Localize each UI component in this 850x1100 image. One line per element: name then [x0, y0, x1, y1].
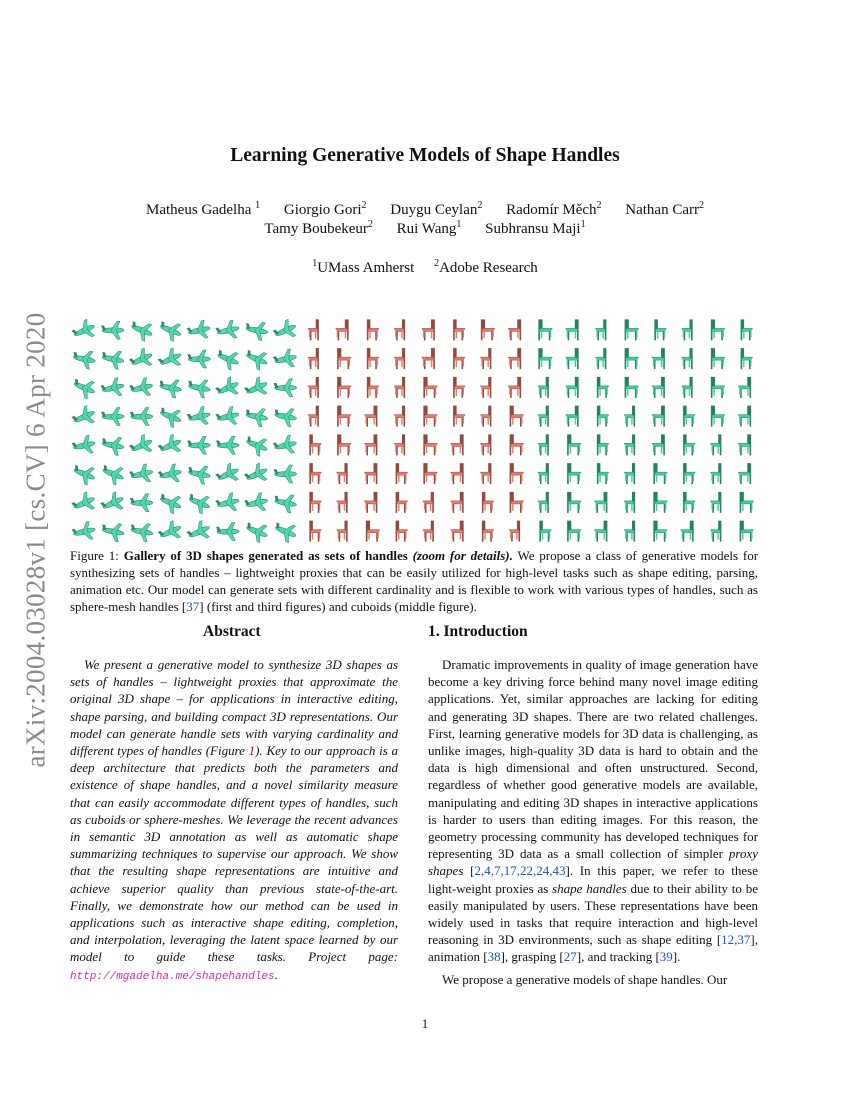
chair-thumbnail	[567, 434, 581, 455]
chair-thumbnail	[595, 319, 606, 340]
chair-thumbnail	[653, 521, 667, 542]
airplane-thumbnail	[186, 377, 212, 399]
chair-thumbnail	[423, 492, 434, 513]
author: Rui Wang$^1$	[396, 219, 462, 237]
airplane-thumbnail	[186, 319, 212, 342]
chair-thumbnail	[597, 434, 609, 455]
chair-thumbnail	[364, 463, 377, 484]
chair-thumbnail	[595, 348, 606, 369]
chair-thumbnail	[394, 348, 405, 369]
airplane-thumbnail	[156, 433, 184, 459]
author: Giorgio Gori$^2$	[283, 200, 367, 218]
chair-thumbnail	[510, 492, 524, 513]
airplane-thumbnail	[242, 461, 270, 487]
airplane-thumbnail	[100, 348, 126, 370]
chair-thumbnail	[625, 377, 639, 398]
airplane-thumbnail	[213, 375, 241, 401]
chair-thumbnail	[394, 406, 405, 427]
chair-thumbnail	[652, 406, 665, 427]
airplane-thumbnail	[272, 406, 298, 428]
chair-thumbnail	[683, 434, 695, 455]
chair-thumbnail	[509, 521, 520, 542]
chair-thumbnail	[538, 492, 549, 513]
chair-thumbnail	[538, 434, 549, 455]
chair-thumbnail	[394, 377, 405, 398]
airplane-thumbnail	[156, 346, 184, 372]
chair-thumbnail	[738, 377, 751, 398]
chair-thumbnail	[710, 521, 721, 542]
chair-thumbnail	[538, 377, 549, 398]
chair-thumbnail	[711, 319, 725, 340]
airplane-thumbnail	[272, 348, 298, 371]
chair-thumbnail	[480, 406, 491, 427]
airplane-thumbnail	[157, 463, 183, 486]
airplane-thumbnail	[156, 317, 184, 343]
chair-thumbnail	[510, 434, 524, 455]
airplane-thumbnail	[185, 490, 213, 516]
chair-thumbnail	[594, 521, 607, 542]
authors-line-1	[0, 200, 850, 219]
airplane-thumbnail	[128, 521, 154, 543]
airplane-thumbnail	[130, 407, 153, 425]
chair-thumbnail	[308, 319, 319, 340]
airplane-thumbnail	[213, 461, 241, 487]
airplane-thumbnail	[242, 346, 270, 372]
caption-bold: Gallery of 3D shapes generated as sets of handles	[123, 548, 408, 563]
chair-thumbnail	[396, 492, 408, 513]
chair-thumbnail	[508, 319, 521, 340]
airplane-thumbnail	[242, 375, 270, 401]
citation-link[interactable]: 37	[186, 599, 200, 614]
airplane-thumbnail	[130, 494, 153, 512]
airplane-thumbnail	[100, 521, 126, 543]
airplane-thumbnail	[214, 492, 240, 515]
airplane-thumbnail	[216, 436, 239, 454]
chair-thumbnail	[480, 377, 491, 398]
chair-thumbnail	[538, 348, 552, 369]
airplane-thumbnail	[70, 461, 98, 487]
chair-thumbnail	[681, 521, 694, 542]
airplane-thumbnail	[71, 348, 97, 370]
chair-thumbnail	[423, 463, 437, 484]
airplane-thumbnail	[71, 520, 97, 543]
chair-thumbnail	[337, 521, 348, 542]
airplane-thumbnail	[99, 377, 125, 400]
chair-thumbnail	[309, 434, 321, 455]
authors-line-2	[0, 219, 850, 238]
caption-label: Figure 1:	[70, 548, 119, 563]
chair-thumbnail	[453, 406, 465, 427]
chair-thumbnail	[337, 348, 351, 369]
chair-thumbnail	[337, 463, 348, 484]
chair-thumbnail	[625, 348, 639, 369]
chair-thumbnail	[510, 463, 524, 484]
airplane-thumbnail	[127, 346, 155, 372]
chair-thumbnail	[422, 319, 435, 340]
chair-thumbnail	[451, 492, 464, 513]
chair-thumbnail	[364, 406, 377, 427]
airplane-thumbnail	[186, 463, 212, 485]
figure-1-caption: Figure 1: Gallery of 3D shapes generated as sets of handles (zoom for details). We propose a class of generative models for synthesizing sets of handles – lightweight proxies that can be easily utilized for high-level tasks such as shape editing, parsing, animation etc. Our model can generate sets with different cardinality and is flexible to work with various types of handles, such as sphere-mesh handles [37] (first and third figures) and cuboids (middle figure).	[70, 548, 759, 614]
affiliation: $^1$UMass Amherst	[312, 258, 415, 276]
airplane-thumbnail	[273, 379, 296, 397]
chair-thumbnail	[624, 521, 635, 542]
airplane-thumbnail	[243, 406, 269, 428]
chair-thumbnail	[653, 463, 667, 484]
airplane-thumbnail	[127, 317, 155, 343]
caption-bold-italic: (zoom for details).	[412, 548, 513, 563]
airplane-thumbnail	[99, 461, 127, 487]
author: Tamy Boubekeur$^2$	[264, 219, 373, 237]
chair-thumbnail	[653, 492, 667, 513]
chair-thumbnail	[682, 319, 693, 340]
chair-thumbnail	[652, 348, 665, 369]
introduction-heading: 1. Introduction	[428, 623, 528, 640]
intro-paragraph: We propose a generative models of shape handles. Our	[442, 971, 728, 987]
chair-thumbnail	[453, 377, 465, 398]
chair-thumbnail	[567, 463, 581, 484]
airplane-thumbnail	[214, 346, 242, 372]
introduction-body	[428, 656, 758, 993]
author: Radomír Měch$^2$	[506, 200, 602, 218]
abstract-heading: Abstract	[203, 623, 261, 640]
abstract-body: We present a generative model to synthesize 3D shapes as sets of handles – lightweight proxies that approximate the original 3D shape – for applications in interactive editing, shape parsing, and building compact 3D representations. Our model can generate handle sets with varying cardinality and different types of handles (Figure 1). Key to our approach is a deep architecture that predicts both the parameters and existence of shape handles, and a novel similarity measure that can easily accommodate different types of handles, such as cuboids or sphere-meshes. We leverage the recent advances in semantic 3D annotation as well as automatic shape summarizing techniques to supervise our approach. We show that the resulting shape representations are intuitive and achieve superior quality than previous state-of-the-art. Finally, we demonstrate how our method can be used in applications such as interactive shape editing, completion, and interpolation, leveraging the latent space learned by our model to guide these tasks. Project page: http://mgadelha.me/shapehandles.	[70, 657, 398, 983]
chair-thumbnail	[740, 492, 754, 513]
chair-thumbnail	[624, 434, 635, 455]
airplane-thumbnail	[214, 319, 240, 342]
airplane-thumbnail	[271, 519, 299, 545]
chair-thumbnail	[710, 463, 721, 484]
arxiv-stamp-text: arXiv:2004.03028v1 [cs.CV] 6 Apr 2020	[20, 312, 51, 768]
chair-thumbnail	[337, 492, 348, 513]
citation-link[interactable]: 38	[487, 949, 501, 965]
chair-thumbnail	[482, 521, 494, 542]
chair-thumbnail	[652, 434, 665, 455]
paper-title: Learning Generative Models of Shape Handles	[230, 145, 620, 166]
chair-thumbnail	[367, 319, 379, 340]
chair-thumbnail	[683, 492, 695, 513]
citation-link[interactable]: 27	[563, 949, 577, 965]
chair-thumbnail	[683, 406, 695, 427]
chair-thumbnail	[423, 377, 437, 398]
chair-thumbnail	[711, 348, 725, 369]
chair-thumbnail	[508, 348, 521, 369]
chair-thumbnail	[337, 377, 351, 398]
chair-thumbnail	[337, 406, 351, 427]
airplane-thumbnail	[243, 319, 269, 341]
chair-thumbnail	[364, 492, 377, 513]
airplane-thumbnail	[273, 465, 296, 483]
citation-link[interactable]: 39	[659, 949, 673, 965]
arxiv-stamp	[14, 300, 58, 780]
airplane-thumbnail	[157, 377, 183, 399]
chair-thumbnail	[510, 406, 524, 427]
airplane-thumbnail	[156, 490, 184, 516]
chair-thumbnail	[625, 319, 639, 340]
chair-thumbnail	[738, 434, 751, 455]
chair-thumbnail	[394, 434, 405, 455]
chair-thumbnail	[711, 406, 725, 427]
airplane-thumbnail	[272, 434, 298, 457]
chair-thumbnail	[597, 463, 609, 484]
author: Nathan Carr$^2$	[625, 200, 704, 218]
author: Subhransu Maji$^1$	[485, 219, 586, 237]
chair-thumbnail	[480, 463, 491, 484]
chair-thumbnail	[480, 348, 491, 369]
chair-thumbnail	[594, 492, 607, 513]
chair-thumbnail	[597, 406, 609, 427]
chair-thumbnail	[364, 434, 377, 455]
chair-thumbnail	[624, 492, 635, 513]
airplane-thumbnail	[71, 434, 97, 457]
chair-thumbnail	[508, 377, 521, 398]
project-page-link[interactable]: http://mgadelha.me/shapehandles	[70, 970, 275, 983]
airplane-thumbnail	[70, 375, 98, 401]
chair-thumbnail	[654, 319, 666, 340]
chair-thumbnail	[336, 319, 349, 340]
chair-thumbnail	[538, 463, 549, 484]
citation-link[interactable]: 2,4,7,17,22,24,43	[474, 863, 566, 879]
figure-ref-link[interactable]: 1	[248, 743, 256, 759]
airplane-thumbnail	[70, 404, 98, 430]
airplane-thumbnail	[187, 350, 210, 368]
airplane-thumbnail	[242, 519, 270, 545]
airplane-thumbnail	[271, 318, 299, 344]
chair-thumbnail	[482, 492, 494, 513]
airplane-thumbnail	[128, 377, 154, 400]
airplane-thumbnail	[100, 434, 126, 456]
airplane-thumbnail	[214, 405, 240, 428]
chair-thumbnail	[451, 434, 464, 455]
chair-thumbnail	[337, 434, 351, 455]
author: Duygu Ceylan$^2$	[390, 200, 483, 218]
airplane-thumbnail	[156, 519, 184, 545]
chair-thumbnail	[682, 348, 693, 369]
chair-thumbnail	[422, 348, 435, 369]
airplane-thumbnail	[98, 490, 126, 516]
chair-thumbnail	[451, 463, 464, 484]
airplane-thumbnail	[128, 463, 154, 486]
chair-thumbnail	[451, 521, 464, 542]
page-number: 1	[421, 1016, 429, 1031]
airplane-thumbnail	[70, 318, 98, 344]
chair-thumbnail	[538, 319, 552, 340]
affiliations	[0, 258, 850, 277]
chair-thumbnail	[308, 406, 319, 427]
chair-thumbnail	[710, 434, 721, 455]
citation-link[interactable]: 12,37	[721, 932, 751, 948]
chair-thumbnail	[423, 521, 434, 542]
chair-thumbnail	[480, 434, 491, 455]
author: Matheus Gadelha $^1$	[146, 200, 261, 218]
airplane-thumbnail	[216, 522, 239, 540]
chair-thumbnail	[453, 319, 465, 340]
chair-thumbnail	[738, 463, 751, 484]
chair-thumbnail	[453, 348, 465, 369]
chair-thumbnail	[741, 319, 753, 340]
chair-thumbnail	[309, 463, 321, 484]
chair-thumbnail	[683, 463, 695, 484]
airplane-thumbnail	[242, 432, 270, 458]
intro-paragraph: Dramatic improvements in quality of image generation have become a key driving force behind many novel image editing applications. Yet, similar approaches are lacking for editing and generating 3D shapes. There are two related challenges. First, learning generative models for 3D data is challenging, as unlike images, high-quality 3D data is hard to obtain and the data is high dimensional and often unstructured. Second, regardless of whether good generative models are available, manipulating and editing 3D shapes in interactive applications is harder to users than editing images. For this reason, the geometry processing community has developed techniques for representing 3D data as a small collection of simpler proxy shapes [2,4,7,17,22,24,43]. In this paper, we refer to these light-weight proxies as shape handles due to their ability to be easily manipulated by users. These representations have been widely used in tasks that require interaction and high-level reasoning in 3D environments, such as shape editing [12,37], animation [38], grasping [27], and tracking [39].	[428, 657, 758, 965]
chair-thumbnail	[682, 377, 693, 398]
chair-thumbnail	[308, 377, 319, 398]
airplane-thumbnail	[156, 404, 184, 430]
airplane-thumbnail	[185, 519, 213, 545]
airplane-thumbnail	[101, 407, 124, 425]
chair-thumbnail	[741, 348, 753, 369]
chair-thumbnail	[567, 521, 581, 542]
chair-thumbnail	[566, 348, 579, 369]
chair-thumbnail	[566, 377, 579, 398]
airplane-thumbnail	[186, 405, 212, 428]
chair-thumbnail	[366, 521, 380, 542]
airplane-thumbnail	[187, 436, 210, 454]
chair-thumbnail	[624, 463, 635, 484]
chair-thumbnail	[367, 348, 379, 369]
chair-thumbnail	[481, 319, 495, 340]
chair-thumbnail	[711, 377, 725, 398]
chair-thumbnail	[566, 406, 579, 427]
chair-thumbnail	[566, 319, 579, 340]
chair-thumbnail	[308, 348, 319, 369]
airplane-thumbnail	[243, 492, 269, 515]
figure-1-gallery	[70, 316, 760, 546]
affiliation: $^2$Adobe Research	[434, 258, 538, 276]
chair-thumbnail	[309, 492, 321, 513]
airplane-thumbnail	[272, 492, 298, 514]
chair-thumbnail	[423, 434, 437, 455]
chair-thumbnail	[710, 492, 721, 513]
chair-thumbnail	[396, 521, 408, 542]
chair-thumbnail	[539, 521, 551, 542]
airplane-thumbnail	[70, 490, 98, 516]
chair-thumbnail	[624, 406, 635, 427]
chair-thumbnail	[423, 406, 437, 427]
chair-thumbnail	[396, 463, 408, 484]
chair-thumbnail	[394, 319, 405, 340]
chair-thumbnail	[597, 377, 609, 398]
chair-thumbnail	[367, 377, 379, 398]
airplane-thumbnail	[101, 321, 124, 339]
chair-thumbnail	[652, 377, 665, 398]
chair-thumbnail	[740, 521, 754, 542]
airplane-thumbnail	[127, 433, 155, 459]
chair-thumbnail	[567, 492, 581, 513]
chair-thumbnail	[309, 521, 321, 542]
chair-thumbnail	[738, 406, 751, 427]
chair-thumbnail	[538, 406, 549, 427]
